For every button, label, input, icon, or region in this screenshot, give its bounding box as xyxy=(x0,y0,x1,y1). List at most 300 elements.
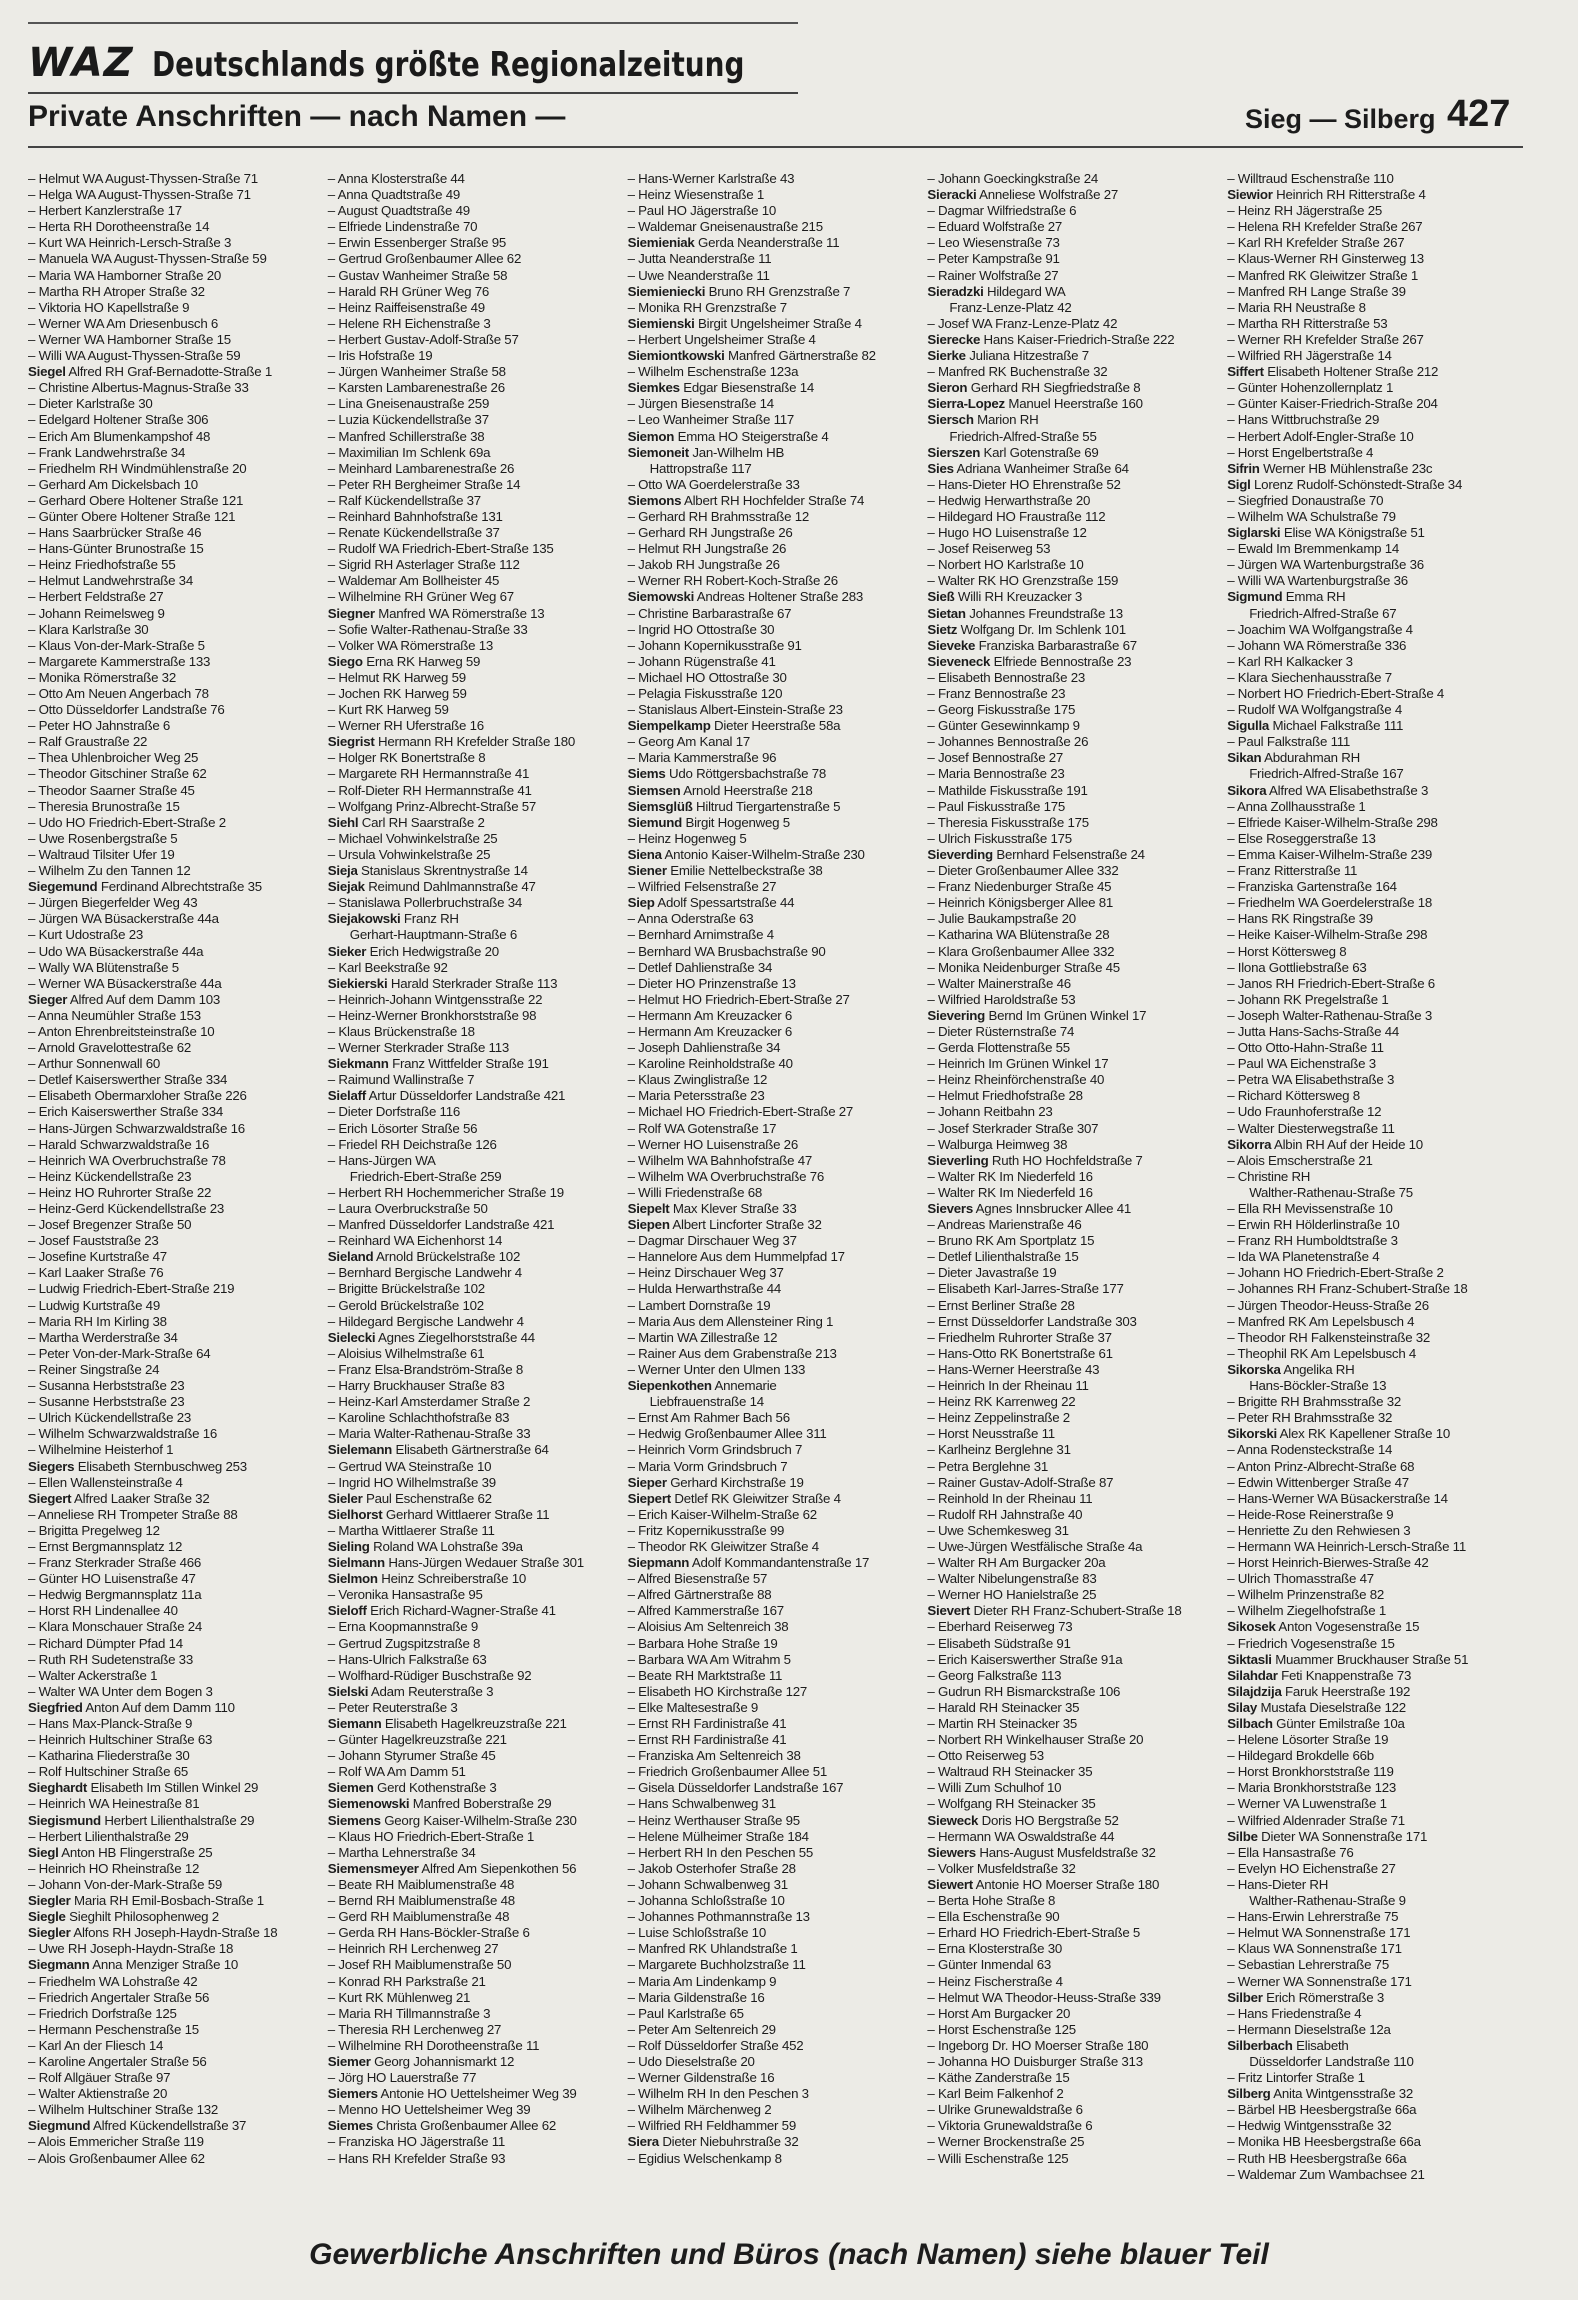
directory-entry xyxy=(28,1056,324,1072)
entry-text: – Wilhelm RH In den Peschen 3 xyxy=(627,2086,809,2102)
surname: Sigmund xyxy=(1227,589,1283,605)
entry-text: – Ludwig Kurtstraße 49 xyxy=(28,1297,160,1313)
directory-entry xyxy=(328,1571,624,1587)
directory-entry xyxy=(628,1072,924,1088)
directory-entry xyxy=(628,1346,924,1362)
entry-text: – Rainer Wolfstraße 27 xyxy=(927,267,1059,283)
directory-entry xyxy=(927,1330,1223,1346)
entry-text: Feti Knappenstraße 73 xyxy=(1277,1667,1412,1683)
entry-text: – Jörg HO Lauerstraße 77 xyxy=(327,2070,477,2086)
entry-text: – Karl Beekstraße 92 xyxy=(327,959,448,975)
surname: Siemons xyxy=(627,492,682,508)
directory-entry xyxy=(628,2006,924,2022)
surname: Siegmund xyxy=(28,2118,91,2134)
entry-text: – Peter Am Seltenreich 29 xyxy=(627,2021,776,2037)
entry-text: – Erich Kaiserswerther Straße 334 xyxy=(28,1104,223,1120)
entry-text: – Heinz Wiesenstraße 1 xyxy=(627,187,764,203)
directory-entry xyxy=(927,268,1223,284)
entry-text: Elisabeth Hagelkreuzstraße 221 xyxy=(381,1716,567,1731)
entry-text: – Elisabeth Bennostraße 23 xyxy=(927,669,1085,685)
entry-text: – Otto Am Neuen Angerbach 78 xyxy=(28,686,209,701)
directory-entry xyxy=(628,268,924,284)
directory-entry xyxy=(328,1088,624,1104)
entry-text: Friedrich-Ebert-Straße 259 xyxy=(349,1168,502,1184)
entry-text: – Herbert Kanzlerstraße 17 xyxy=(28,203,182,219)
surname: Silay xyxy=(1227,1699,1257,1715)
entry-text: – Horst Köttersweg 8 xyxy=(1227,943,1347,959)
surname: Siehl xyxy=(327,814,359,830)
entry-text: – Ida WA Planetenstraße 4 xyxy=(1227,1249,1380,1265)
directory-entry xyxy=(927,1185,1223,1201)
directory-entry xyxy=(927,445,1223,461)
entry-text: – Heinrich Vorm Grindsbruch 7 xyxy=(627,1442,803,1458)
directory-entry xyxy=(628,1829,924,1845)
directory-entry xyxy=(28,1957,324,1973)
entry-text: Alfons RH Joseph-Haydn-Straße 18 xyxy=(70,1925,278,1941)
entry-text: – Ella Hansastraße 76 xyxy=(1227,1844,1354,1860)
entry-text: – Hermann Am Kreuzacker 6 xyxy=(627,1007,793,1023)
directory-entry xyxy=(28,541,324,557)
surname: Siemes xyxy=(327,2118,373,2134)
entry-text: Doris HO Bergstraße 52 xyxy=(978,1812,1119,1828)
entry-text: – Helene RH Eichenstraße 3 xyxy=(327,315,491,331)
directory-entry xyxy=(328,300,624,316)
entry-text: – Eduard Wolfstraße 27 xyxy=(927,219,1063,235)
directory-entry xyxy=(328,1539,624,1555)
directory-entry xyxy=(28,2038,324,2054)
entry-text: – Karsten Lambarenestraße 26 xyxy=(327,380,505,396)
entry-text: – Friedel RH Deichstraße 126 xyxy=(327,1136,497,1152)
entry-text: – Gerhard Obere Holtener Straße 121 xyxy=(28,492,244,508)
directory-entry xyxy=(28,1732,324,1748)
entry-text: – Hans-Jürgen WA xyxy=(327,1152,436,1168)
directory-entry xyxy=(28,380,324,396)
directory-entry xyxy=(1227,1925,1523,1941)
directory-entry xyxy=(28,2022,324,2038)
directory-entry xyxy=(628,1571,924,1587)
directory-entry xyxy=(28,960,324,976)
entry-text: – Monika Römerstraße 32 xyxy=(28,669,176,685)
directory-entry xyxy=(927,219,1223,235)
entry-text: – Georg Fiskusstraße 175 xyxy=(927,702,1076,718)
entry-text: – Heinrich WA Overbruchstraße 78 xyxy=(28,1152,226,1168)
directory-entry xyxy=(328,1877,624,1893)
directory-entry xyxy=(927,2118,1223,2134)
directory-entry xyxy=(927,1040,1223,1056)
directory-entry xyxy=(1227,654,1523,670)
directory-entry xyxy=(1227,2038,1523,2054)
directory-entry xyxy=(1227,251,1523,267)
directory-entry xyxy=(1227,1571,1523,1587)
directory-entry xyxy=(1227,203,1523,219)
entry-text: – Barbara WA Am Witrahm 5 xyxy=(627,1651,791,1667)
entry-text: – Hermann WA Oswaldstraße 44 xyxy=(927,1828,1115,1844)
entry-text: Heinrich RH Ritterstraße 4 xyxy=(1272,187,1426,203)
directory-entry xyxy=(628,573,924,589)
entry-text: – Ernst Berliner Straße 28 xyxy=(927,1297,1075,1313)
directory-entry xyxy=(28,1378,324,1394)
directory-entry xyxy=(1227,1877,1523,1893)
entry-text: Karl Gotenstraße 69 xyxy=(980,444,1099,460)
directory-entry xyxy=(328,316,624,332)
entry-text: – Janos RH Friedrich-Ebert-Straße 6 xyxy=(1227,975,1435,991)
directory-entry xyxy=(927,461,1223,477)
directory-entry xyxy=(1227,380,1523,396)
surname: Siemiontkowski xyxy=(627,348,725,364)
entry-text: – Karl RH Kalkacker 3 xyxy=(1227,653,1353,669)
entry-text: – Edwin Wittenberger Straße 47 xyxy=(1227,1474,1409,1490)
directory-entry xyxy=(28,557,324,573)
directory-entry xyxy=(328,1668,624,1684)
directory-entry xyxy=(927,380,1223,396)
directory-entry xyxy=(328,831,624,847)
entry-text: – Heinrich Königsberger Allee 81 xyxy=(927,895,1114,911)
directory-entry xyxy=(628,1507,924,1523)
directory-entry xyxy=(28,1539,324,1555)
entry-text: – Werner WA Sonnenstraße 171 xyxy=(1227,1973,1412,1989)
entry-text: Albert RH Hochfelder Straße 74 xyxy=(681,492,865,508)
directory-entry xyxy=(1227,1314,1523,1330)
entry-text: – Dagmar Wilfriedstraße 6 xyxy=(927,203,1077,219)
entry-text: – Herta RH Dorotheenstraße 14 xyxy=(28,219,210,235)
entry-text: – Barbara Hohe Straße 19 xyxy=(627,1635,778,1651)
entry-text: – Josef Bennostraße 27 xyxy=(927,750,1064,766)
directory-entry xyxy=(328,268,624,284)
directory-entry xyxy=(927,429,1223,445)
entry-text: – Brigitta Pregelweg 12 xyxy=(28,1522,160,1538)
directory-entry xyxy=(927,831,1223,847)
entry-text: – Manfred RK Am Lepelsbusch 4 xyxy=(1227,1313,1415,1329)
entry-text: – Margarete RH Hermannstraße 41 xyxy=(327,766,530,782)
entry-text: – Brigitte Brückelstraße 102 xyxy=(327,1281,485,1297)
directory-entry xyxy=(328,493,624,509)
entry-text: – Harald RH Steinacker 35 xyxy=(927,1699,1080,1715)
directory-entry xyxy=(328,251,624,267)
page-number: 427 xyxy=(1447,93,1511,135)
directory-entry xyxy=(927,525,1223,541)
entry-text: – Sofie Walter-Rathenau-Straße 33 xyxy=(327,621,528,637)
entry-text: – Stanislaus Albert-Einstein-Straße 23 xyxy=(627,702,843,718)
entry-text: – Kurt Udostraße 23 xyxy=(28,927,143,943)
surname: Sieß xyxy=(927,589,955,605)
directory-entry xyxy=(1227,348,1523,364)
entry-text: Bernhard Felsenstraße 24 xyxy=(992,846,1145,862)
directory-entry xyxy=(927,1845,1223,1861)
directory-entry xyxy=(1227,364,1523,380)
directory-entry xyxy=(1227,1459,1523,1475)
directory-entry xyxy=(628,332,924,348)
directory-entry xyxy=(628,1169,924,1185)
entry-text: – Klaus Von-der-Mark-Straße 5 xyxy=(28,637,205,653)
entry-text: – Heinz-Werner Bronkhorststraße 98 xyxy=(327,1007,537,1023)
entry-text: – Jakob RH Jungstraße 26 xyxy=(627,557,780,573)
directory-entry xyxy=(927,1925,1223,1941)
entry-text: – Maria Bennostraße 23 xyxy=(927,766,1065,782)
entry-text: – Waltraud Tilsiter Ufer 19 xyxy=(28,846,175,862)
directory-entry xyxy=(28,1442,324,1458)
entry-text: Elisabeth Holtener Straße 212 xyxy=(1263,364,1439,380)
entry-text: Gerhard Kirchstraße 19 xyxy=(666,1474,804,1490)
directory-entry xyxy=(927,1877,1223,1893)
directory-entry xyxy=(628,783,924,799)
entry-text: – Emma Kaiser-Wilhelm-Straße 239 xyxy=(1227,846,1432,862)
entry-text: – Wally WA Blütenstraße 5 xyxy=(28,959,179,975)
surname: Siegel xyxy=(28,364,66,380)
directory-entry xyxy=(628,1732,924,1748)
directory-entry xyxy=(1227,992,1523,1008)
entry-text: – Wilhelm WA Bahnhofstraße 47 xyxy=(627,1152,812,1168)
directory-entry xyxy=(28,1668,324,1684)
directory-entry xyxy=(1227,2054,1523,2070)
directory-entry xyxy=(28,911,324,927)
directory-entry xyxy=(927,1104,1223,1120)
entry-text: – Hannelore Aus dem Hummelpfad 17 xyxy=(627,1249,845,1265)
directory-entry xyxy=(28,1925,324,1941)
entry-text: – Johann Reitbahn 23 xyxy=(927,1104,1053,1120)
directory-entry xyxy=(28,686,324,702)
page-range: Sieg — Silberg xyxy=(1245,104,1436,134)
entry-text: – Lambert Dornstraße 19 xyxy=(627,1297,771,1313)
directory-entry xyxy=(328,2102,624,2118)
entry-text: Juliana Hitzestraße 7 xyxy=(965,348,1089,364)
entry-text: – Helmut WA Theodor-Heuss-Straße 339 xyxy=(927,1989,1161,2005)
directory-entry xyxy=(1227,2167,1523,2183)
directory-entry xyxy=(328,750,624,766)
directory-entry xyxy=(927,1829,1223,1845)
directory-entry xyxy=(927,1410,1223,1426)
entry-text: – Wolfgang RH Steinacker 35 xyxy=(927,1796,1096,1812)
entry-text: – Werner Brockenstraße 25 xyxy=(927,2134,1085,2150)
entry-text: – Franz Bennostraße 23 xyxy=(927,686,1066,701)
entry-text: – Menno HO Uettelsheimer Weg 39 xyxy=(327,2102,531,2118)
entry-text: – Harald RH Grüner Weg 76 xyxy=(327,283,490,299)
entry-text: Adolf Kommandantenstraße 17 xyxy=(689,1555,870,1571)
entry-text: – Alfred Biesenstraße 57 xyxy=(627,1571,768,1587)
directory-entry xyxy=(28,1217,324,1233)
directory-entry xyxy=(628,284,924,300)
directory-entry xyxy=(28,1603,324,1619)
directory-entry xyxy=(328,1893,624,1909)
entry-text: – Edelgard Holtener Straße 306 xyxy=(28,412,209,428)
entry-text: – Willi Friedenstraße 68 xyxy=(627,1184,762,1200)
directory-entry xyxy=(328,1104,624,1120)
entry-text: Werner HB Mühlenstraße 23c xyxy=(1259,460,1433,476)
surname: Siemensmeyer xyxy=(327,1860,419,1876)
directory-entry xyxy=(1227,927,1523,943)
directory-entry xyxy=(1227,1185,1523,1201)
entry-text: – Walter RK Im Niederfeld 16 xyxy=(927,1168,1093,1184)
entry-text: – Maria Am Lindenkamp 9 xyxy=(627,1973,777,1989)
directory-entry xyxy=(927,1056,1223,1072)
surname: Siepert xyxy=(627,1490,671,1506)
entry-text: – Hans RK Ringstraße 39 xyxy=(1227,911,1373,927)
entry-text: – Christine Albertus-Magnus-Straße 33 xyxy=(28,380,249,396)
entry-text: Mustafa Dieselstraße 122 xyxy=(1257,1699,1406,1715)
entry-text: – Martin RH Steinacker 35 xyxy=(927,1716,1078,1731)
directory-entry xyxy=(927,1893,1223,1909)
directory-entry xyxy=(1227,541,1523,557)
directory-entry xyxy=(927,171,1223,187)
surname: Sieverling xyxy=(927,1152,989,1168)
entry-text: – Michael HO Friedrich-Ebert-Straße 27 xyxy=(627,1104,854,1120)
directory-entry xyxy=(927,960,1223,976)
directory-entry xyxy=(1227,976,1523,992)
surname: Sieradzki xyxy=(927,283,984,299)
directory-entry xyxy=(328,203,624,219)
entry-text: – Hans-Werner WA Büsackerstraße 14 xyxy=(1227,1490,1448,1506)
directory-entry xyxy=(28,799,324,815)
directory-entry xyxy=(628,622,924,638)
entry-text: – Peter HO Jahnstraße 6 xyxy=(28,718,171,734)
directory-entry xyxy=(328,1732,624,1748)
directory-entry xyxy=(328,654,624,670)
directory-entry xyxy=(28,863,324,879)
entry-text: – Ruth RH Sudetenstraße 33 xyxy=(28,1651,193,1667)
directory-entry xyxy=(628,638,924,654)
entry-text: – Bärbel HB Heesbergstraße 66a xyxy=(1227,2102,1417,2118)
entry-text: – Johann Von-der-Mark-Straße 59 xyxy=(28,1876,223,1892)
directory-entry xyxy=(1227,445,1523,461)
directory-entry xyxy=(28,1314,324,1330)
directory-entry xyxy=(1227,284,1523,300)
directory-entry xyxy=(328,1780,624,1796)
entry-text: – Siegfried Donaustraße 70 xyxy=(1227,492,1384,508)
directory-entry xyxy=(927,284,1223,300)
entry-text: Franz-Lenze-Platz 42 xyxy=(949,299,1072,315)
entry-text: – Gerold Brückelstraße 102 xyxy=(327,1297,484,1313)
directory-entry xyxy=(28,171,324,187)
directory-entry xyxy=(927,1780,1223,1796)
directory-entry xyxy=(328,589,624,605)
directory-entry xyxy=(628,445,924,461)
entry-text: – Bernd RH Maiblumenstraße 48 xyxy=(327,1893,515,1909)
entry-text: – Willi WA August-Thyssen-Straße 59 xyxy=(28,348,241,364)
directory-entry xyxy=(28,670,324,686)
entry-text: Emma RH xyxy=(1282,589,1346,605)
entry-text: – Margarete Buchholzstraße 11 xyxy=(627,1957,806,1973)
entry-text: – Heinz Werthauser Straße 95 xyxy=(627,1812,800,1828)
entry-text: – Ernst Bergmannsplatz 12 xyxy=(28,1538,183,1554)
directory-entry xyxy=(28,1008,324,1024)
entry-text: Adolf Spessartstraße 44 xyxy=(654,895,795,911)
entry-text: – Franziska Am Seltenreich 38 xyxy=(627,1748,801,1764)
directory-entry xyxy=(328,235,624,251)
entry-text: – Karl Laaker Straße 76 xyxy=(28,1265,164,1281)
entry-text: Arnold Brückelstraße 102 xyxy=(373,1249,521,1265)
directory-entry xyxy=(628,1990,924,2006)
directory-entry xyxy=(1227,589,1523,605)
entry-text: – Maria RH Neustraße 8 xyxy=(1227,299,1366,315)
directory-entry xyxy=(328,799,624,815)
entry-text: – Helmut HO Friedrich-Ebert-Straße 27 xyxy=(627,991,850,1007)
entry-text: – Reinhard Bahnhofstraße 131 xyxy=(327,508,503,524)
entry-text: Harald Sterkrader Straße 113 xyxy=(387,975,558,991)
entry-text: – Ludwig Friedrich-Ebert-Straße 219 xyxy=(28,1281,235,1297)
directory-entry xyxy=(1227,799,1523,815)
entry-text: – Hildegard Bergische Landwehr 4 xyxy=(327,1313,524,1329)
entry-text: – Wilhelm WA Schulstraße 79 xyxy=(1227,508,1396,524)
surname: Sikorska xyxy=(1227,1361,1281,1377)
entry-text: – Johannes Pothmannstraße 13 xyxy=(627,1909,810,1925)
entry-text: Anton Auf dem Damm 110 xyxy=(82,1699,235,1715)
directory-entry xyxy=(28,895,324,911)
entry-text: Maria RH Emil-Bosbach-Straße 1 xyxy=(70,1893,264,1909)
entry-text: – Ingrid HO Ottostraße 30 xyxy=(627,621,775,637)
directory-entry xyxy=(28,1426,324,1442)
entry-text: – Alfred Gärtnerstraße 88 xyxy=(627,1587,772,1603)
surname: Sielmon xyxy=(327,1571,378,1587)
entry-text: Hattropstraße 117 xyxy=(649,460,752,476)
surname: Sikosek xyxy=(1227,1619,1276,1635)
directory-entry xyxy=(628,1378,924,1394)
directory-entry xyxy=(927,1861,1223,1877)
directory-entry xyxy=(628,1314,924,1330)
masthead xyxy=(28,40,798,86)
directory-entry xyxy=(927,1571,1223,1587)
entry-text: – Beate RH Marktstraße 11 xyxy=(627,1667,783,1683)
entry-text: Elisabeth Sternbuschweg 253 xyxy=(74,1458,247,1474)
entry-text: – Jakob Osterhofer Straße 28 xyxy=(627,1860,796,1876)
entry-text: – Herbert Gustav-Adolf-Straße 57 xyxy=(327,331,519,347)
directory-entry xyxy=(628,1137,924,1153)
surname: Siegrist xyxy=(327,734,375,750)
directory-entry xyxy=(1227,1378,1523,1394)
directory-entry xyxy=(28,396,324,412)
entry-text: – Monika RH Grenzstraße 7 xyxy=(627,299,787,315)
directory-entry xyxy=(28,638,324,654)
directory-entry xyxy=(628,1024,924,1040)
directory-entry xyxy=(927,1813,1223,1829)
directory-entry xyxy=(28,879,324,895)
directory-entry xyxy=(927,348,1223,364)
directory-entry xyxy=(1227,1169,1523,1185)
directory-entry xyxy=(1227,1539,1523,1555)
directory-entry xyxy=(1227,1410,1523,1426)
directory-entry xyxy=(927,1217,1223,1233)
directory-entry xyxy=(328,380,624,396)
directory-entry xyxy=(628,477,924,493)
surname: Siemens xyxy=(327,1812,381,1828)
directory-entry xyxy=(927,1507,1223,1523)
entry-text: Agnes Innsbrucker Allee 41 xyxy=(972,1201,1132,1216)
surname: Sievers xyxy=(927,1201,973,1216)
directory-entry xyxy=(628,686,924,702)
surname: Sierszen xyxy=(927,444,981,460)
directory-entry xyxy=(1227,944,1523,960)
directory-entry xyxy=(28,493,324,509)
surname: Siemers xyxy=(327,2086,378,2102)
surname: Siemenowski xyxy=(327,1796,410,1812)
directory-entry xyxy=(28,1121,324,1137)
directory-entry xyxy=(927,1796,1223,1812)
surname: Siekierski xyxy=(327,975,388,991)
directory-entry xyxy=(28,1636,324,1652)
directory-entry xyxy=(1227,750,1523,766)
directory-entry xyxy=(28,1619,324,1635)
entry-text: – Hedwig Bergmannsplatz 11a xyxy=(28,1587,202,1603)
surname: Sielski xyxy=(327,1683,369,1699)
directory-entry xyxy=(28,831,324,847)
entry-text: – Peter RH Bergheimer Straße 14 xyxy=(327,476,521,492)
directory-entry xyxy=(328,1153,624,1169)
directory-entry xyxy=(927,2070,1223,2086)
surname: Siersch xyxy=(927,412,974,428)
entry-text: – Friedhelm WA Lohstraße 42 xyxy=(28,1973,198,1989)
entry-text: – Manfred RK Buchenstraße 32 xyxy=(927,364,1108,380)
entry-text: – Heinz Zeppelinstraße 2 xyxy=(927,1410,1070,1426)
directory-entry xyxy=(328,1185,624,1201)
directory-entry xyxy=(1227,1491,1523,1507)
